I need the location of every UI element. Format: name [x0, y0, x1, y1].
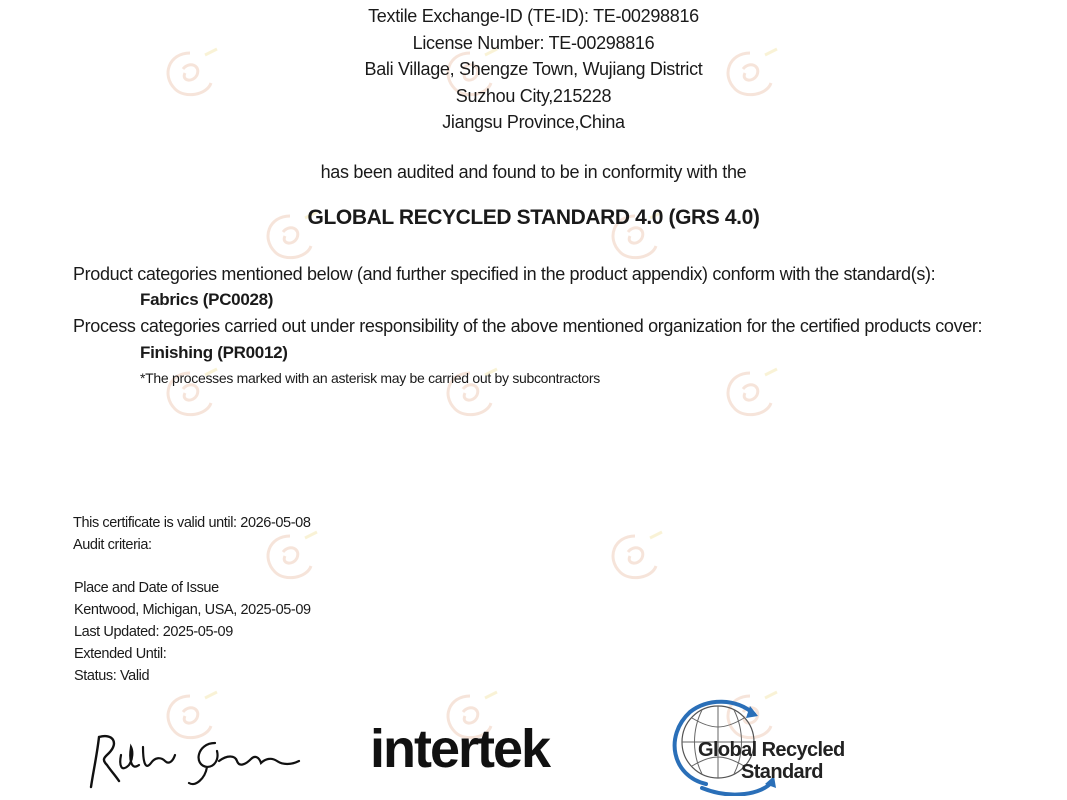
extended-until-line: Extended Until: — [74, 646, 167, 662]
grs-logo-line-1: Global Recycled — [698, 739, 845, 761]
last-updated-line: Last Updated: 2025-05-09 — [74, 624, 233, 640]
process-categories-statement: Process categories carried out under responsibility of the above mentioned organization for the certified products cover: — [73, 316, 983, 336]
product-categories-statement: Product categories mentioned below (and further specified in the product appendix) conform with the standard(s): — [73, 264, 936, 284]
address-line-3: Jiangsu Province,China — [442, 112, 625, 132]
standard-title: GLOBAL RECYCLED STANDARD 4.0 (GRS 4.0) — [307, 206, 760, 229]
validity-block — [73, 512, 310, 556]
issue-heading: Place and Date of Issue — [74, 580, 219, 596]
process-category-item: Finishing (PR0012) — [140, 343, 288, 362]
license-number-line: License Number: TE-00298816 — [412, 32, 655, 53]
address-line-2: Suzhou City,215228 — [455, 85, 612, 106]
subcontractor-note: *The processes marked with an asterisk may be carried out by subcontractors — [140, 370, 600, 386]
address-line-1: Bali Village, Shengze Town, Wujiang District — [364, 59, 703, 79]
issue-place-date: Kentwood, Michigan, USA, 2025-05-09 — [74, 602, 311, 618]
product-category-item: Fabrics (PC0028) — [140, 290, 274, 309]
signature-image — [85, 725, 310, 795]
conformity-statement: has been audited and found to be in conformity with the — [320, 162, 747, 182]
status-line: Status: Valid — [74, 668, 150, 684]
watermark-seal-icon — [600, 528, 670, 588]
audit-criteria-line: Audit criteria: — [73, 537, 152, 553]
watermark-seal-icon — [715, 365, 785, 425]
organization-address-block — [0, 3, 1067, 136]
valid-until-line: This certificate is valid until: 2026-05-08 — [73, 515, 311, 531]
grs-logo — [662, 696, 862, 796]
te-id-line: Textile Exchange-ID (TE-ID): TE-00298816 — [368, 6, 699, 26]
issue-block — [74, 577, 311, 687]
intertek-logo: intertek — [370, 719, 550, 779]
grs-logo-line-2: Standard — [741, 761, 823, 783]
